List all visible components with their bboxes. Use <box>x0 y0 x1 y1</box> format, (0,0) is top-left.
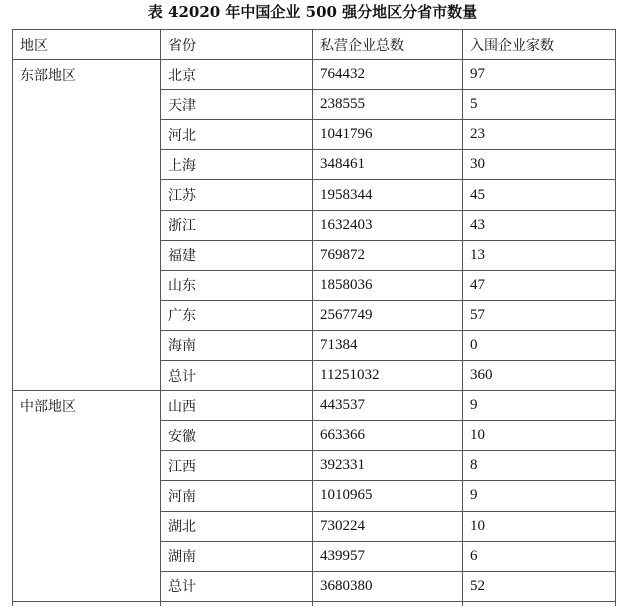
count-cell: 52 <box>463 571 616 601</box>
count-cell: 10 <box>463 511 616 541</box>
province-cell: 总计 <box>161 571 313 601</box>
province-cell: 海南 <box>161 330 313 360</box>
count-cell: 13 <box>463 240 616 270</box>
count-cell: 8 <box>463 451 616 481</box>
private-total-cell: 392331 <box>313 451 463 481</box>
province-cell: 河南 <box>161 481 313 511</box>
private-total-cell: 1010965 <box>313 481 463 511</box>
enterprise-table <box>12 29 616 606</box>
province-cell: 浙江 <box>161 210 313 240</box>
table-row <box>13 60 616 90</box>
bottom-edge-row <box>13 601 616 606</box>
header-province: 省份 <box>161 30 313 60</box>
private-total-cell: 2567749 <box>313 300 463 330</box>
count-cell: 57 <box>463 300 616 330</box>
region-cell: 中部地区 <box>13 391 161 602</box>
table-title: 表 42020 年中国企业 500 强分地区分省市数量 <box>147 3 478 21</box>
private-total-cell: 1632403 <box>313 210 463 240</box>
province-cell: 福建 <box>161 240 313 270</box>
count-cell: 360 <box>463 361 616 391</box>
private-total-cell: 1041796 <box>313 120 463 150</box>
count-cell: 43 <box>463 210 616 240</box>
count-cell: 45 <box>463 180 616 210</box>
header-row <box>13 30 616 60</box>
private-total-cell: 238555 <box>313 90 463 120</box>
count-cell: 97 <box>463 60 616 90</box>
count-cell: 6 <box>463 541 616 571</box>
province-cell: 江西 <box>161 451 313 481</box>
province-cell: 山西 <box>161 391 313 421</box>
province-cell: 天津 <box>161 90 313 120</box>
province-cell: 山东 <box>161 270 313 300</box>
count-cell: 9 <box>463 391 616 421</box>
count-cell: 47 <box>463 270 616 300</box>
table-body <box>13 60 616 602</box>
province-cell: 湖南 <box>161 541 313 571</box>
province-cell: 广东 <box>161 300 313 330</box>
private-total-cell: 11251032 <box>313 361 463 391</box>
province-cell: 安徽 <box>161 421 313 451</box>
private-total-cell: 439957 <box>313 541 463 571</box>
count-cell: 23 <box>463 120 616 150</box>
private-total-cell: 1958344 <box>313 180 463 210</box>
header-private-total: 私营企业总数 <box>313 30 463 60</box>
private-total-cell: 1858036 <box>313 270 463 300</box>
region-cell: 东部地区 <box>13 60 161 391</box>
header-region: 地区 <box>13 30 161 60</box>
province-cell: 江苏 <box>161 180 313 210</box>
private-total-cell: 764432 <box>313 60 463 90</box>
table-row <box>13 391 616 421</box>
province-cell: 河北 <box>161 120 313 150</box>
count-cell: 9 <box>463 481 616 511</box>
header-count: 入围企业家数 <box>463 30 616 60</box>
private-total-cell: 443537 <box>313 391 463 421</box>
private-total-cell: 663366 <box>313 421 463 451</box>
private-total-cell: 348461 <box>313 150 463 180</box>
province-cell: 北京 <box>161 60 313 90</box>
count-cell: 10 <box>463 421 616 451</box>
private-total-cell: 71384 <box>313 330 463 360</box>
count-cell: 30 <box>463 150 616 180</box>
private-total-cell: 730224 <box>313 511 463 541</box>
province-cell: 湖北 <box>161 511 313 541</box>
count-cell: 0 <box>463 330 616 360</box>
province-cell: 上海 <box>161 150 313 180</box>
province-cell: 总计 <box>161 361 313 391</box>
private-total-cell: 3680380 <box>313 571 463 601</box>
count-cell: 5 <box>463 90 616 120</box>
private-total-cell: 769872 <box>313 240 463 270</box>
